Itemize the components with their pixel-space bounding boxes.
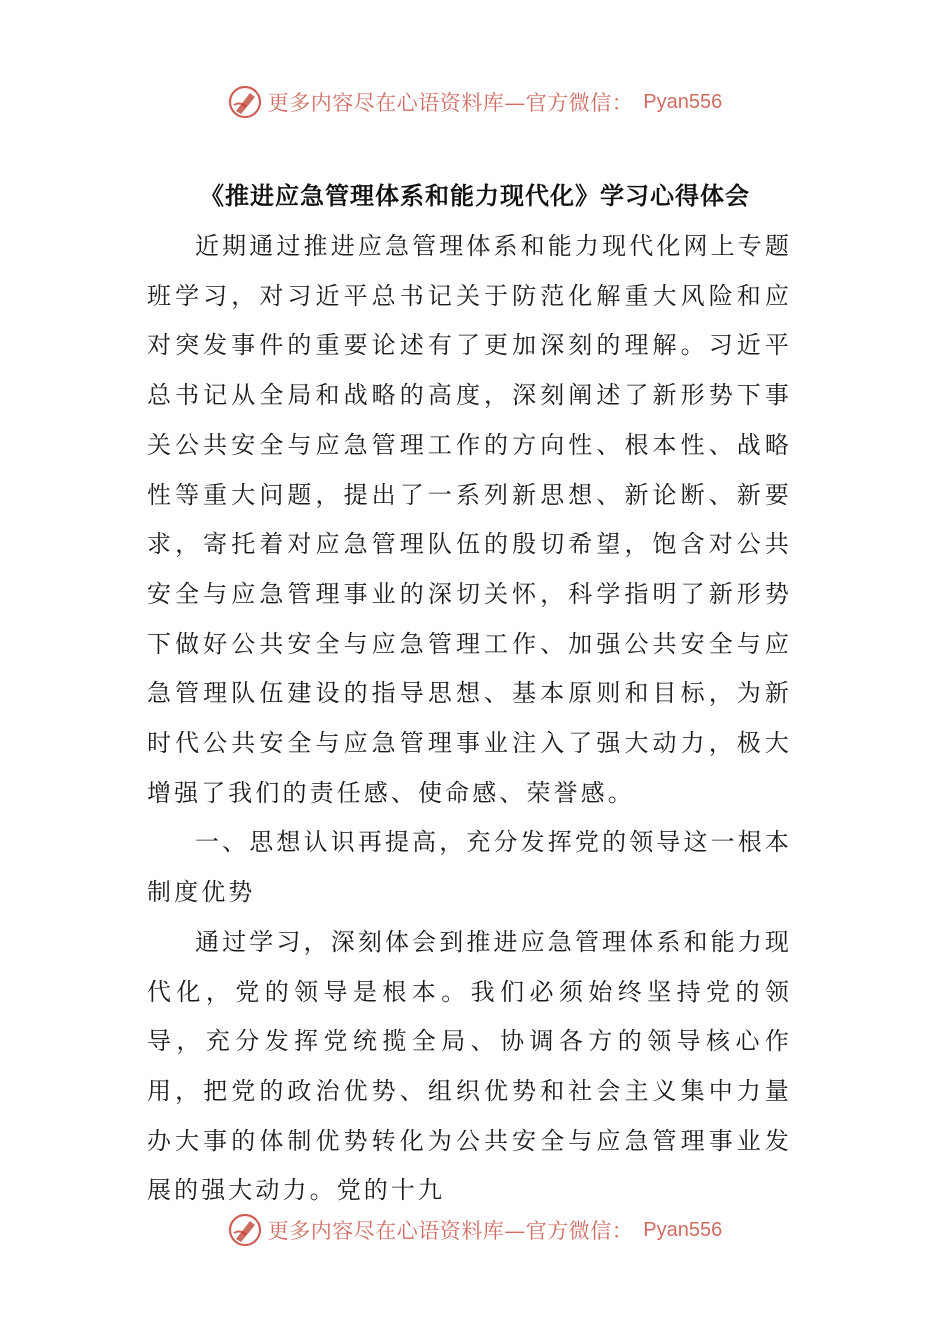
pen-nib-icon (228, 1213, 262, 1247)
watermark-text: 更多内容尽在心语资料库—官方微信： (267, 91, 634, 115)
watermark-banner-bottom (0, 1210, 950, 1250)
watermark-handle: Pyan556 (643, 1218, 723, 1241)
watermark-handle: Pyan556 (643, 90, 723, 113)
paragraph: 通过学习，深刻体会到推进应急管理体系和能力现代化，党的领导是根本。我们必须始终坚持党的领导，充分发挥党统揽全局、协调各方的领导核心作用，把党的政治优势、组织优势和社会主义集中力量办大事的体制优势转化为公共安全与应急管理事业发展的强大动力。党的十九 (147, 927, 792, 1205)
pen-nib-icon (228, 85, 262, 119)
watermark-text: 更多内容尽在心语资料库—官方微信： (267, 1219, 634, 1243)
watermark-banner-top (0, 82, 950, 122)
document-title: 《推进应急管理体系和能力现代化》学习心得体会 (200, 182, 750, 210)
section-heading: 一、思想认识再提高，充分发挥党的领导这一根本制度优势 (147, 828, 792, 907)
paragraph: 近期通过推进应急管理体系和能力现代化网上专题班学习，对习近平总书记关于防范化解重大风险和应对突发事件的重要论述有了更加深刻的理解。习近平总书记从全局和战略的高度，深刻阐述了新形势下事关公共安全与应急管理工作的方向性、根本性、战略性等重大问题，提出了一系列新思想、新论断、新要求，寄托着对应急管理队伍的殷切希望，饱含对公共安全与应急管理事业的深切关怀，科学指明了新形势下做好公共安全与应急管理工作、加强公共安全与应急管理队伍建设的指导思想、基本原则和目标，为新时代公共安全与应急管理事业注入了强大动力，极大增强了我们的责任感、使命感、荣誉感。 (147, 232, 792, 807)
document-body (147, 222, 792, 1216)
